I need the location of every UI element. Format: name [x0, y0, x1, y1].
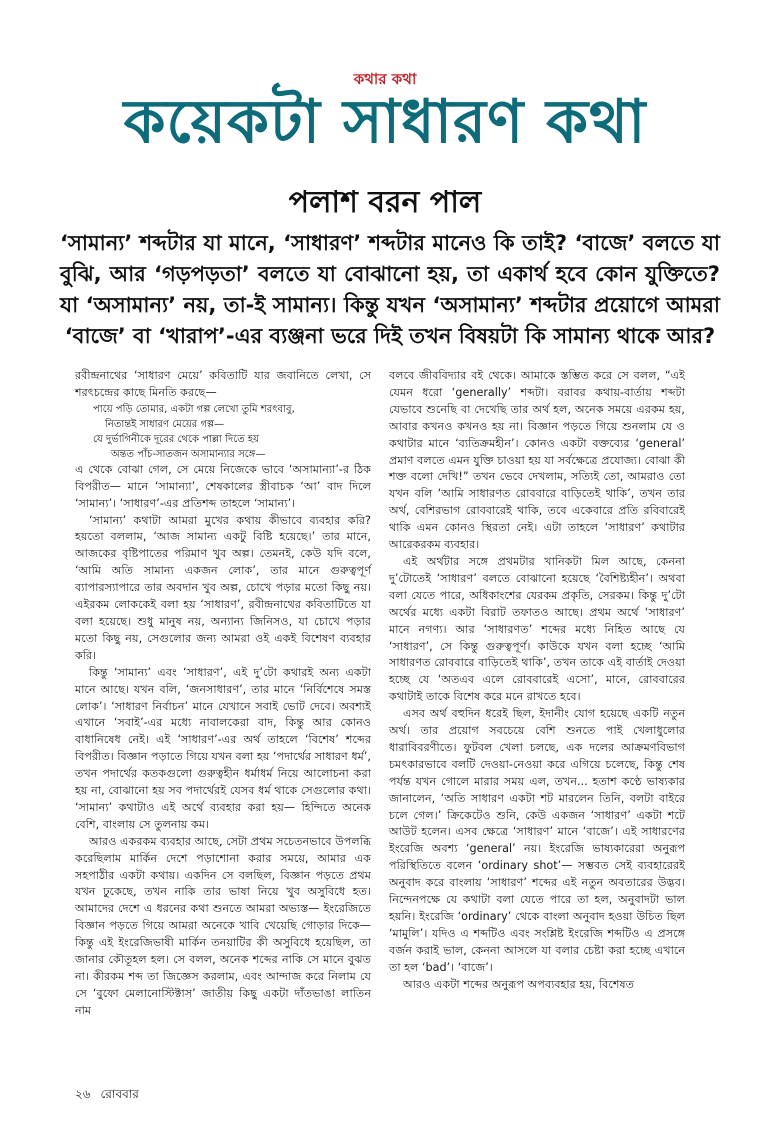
page-footer: [75, 1086, 139, 1106]
poem-line: যে দুর্ভাগিনীকে দূরের থেকে পাল্লা দিতে হয়: [93, 433, 260, 445]
paragraph: এ থেকে বোঝা গেল, সে মেয়ে নিজেকে ভাবে ‘অসামান্যা’-র ঠিক বিপরীত— মানে ‘সামান্যা’, শেষকালের স্ত্রীবাচক ‘আ’ বাদ দিলে ‘সামান্য’। ‘সাধারণ’-এর প্রতিশব্দ তাহলে ‘সামান্য’।: [75, 462, 371, 510]
author-name: পলাশ বরন পাল: [288, 185, 482, 220]
poem-line: অন্তত পাঁচ-সাতজন অসামান্যার সঙ্গে—: [111, 448, 266, 460]
paragraph: এই অর্থটার সঙ্গে প্রথমটার খানিকটা মিল আছে, কেননা দু’টোতেই ‘সাধারণ’ বলতে বোঝানো হয়েছে ‘বৈশিষ্ট্যহীন’। অথবা বলা যেতে পারে, অধিকাংশের যেরকম প্রকৃতি, সেরকম। কিন্তু দু’টো অর্থের মধ্যে একটা বিরাট তফাতও আছে। প্রথম অর্থে ‘সাধারণ’ মানে নগণ্য। আর ‘সাধারণত’ শব্দের মধ্যে নিহিত আছে যে ‘সাধারণ’, সে কিন্তু গুরুত্বপূর্ণ। কাউকে যখন বলা হচ্ছে ‘আমি সাধারণত রোববারে বাড়িতেই থাকি’, তখন তাকে এই বার্তাই দেওয়া হচ্ছে যে ‘অতএব এলে রোববারেই এসো’, মানে, রোববারের কথাটাই তাকে বিশেষ করে মনে রাখতে হবে।: [389, 554, 685, 704]
paragraph: রবীন্দ্রনাথের ‘সাধারণ মেয়ে’ কবিতাটি যার জবানিতে লেখা, সে শরৎচন্দ্রের কাছে মিনতি করছে—: [75, 369, 371, 399]
right-column: [389, 368, 685, 1020]
paragraph: আরও একরকম ব্যবহার আছে, সেটা প্রথম সচেতনভাবে উপলব্ধি করেছিলাম মার্কিন দেশে পড়াশোনা করার সময়ে, আমার এক সহপাঠীর একটা কথায়। একদিন সে বলছিল, বিজ্ঞান পড়তে প্রথম যখন ঢুকেছে, তখন নাকি তার ভাষা নিয়ে খুব অসুবিধে হত। আমাদের দেশে এ ধরনের কথা শুনতে আমরা অভ্যস্ত— ইংরেজিতে বিজ্ঞান পড়তে গিয়ে আমরা অনেকে খাবি খেয়েছি গোড়ার দিকে— কিন্তু এই ইংরেজিভাষী মার্কিন তনয়াটির কী অসুবিধে হয়েছিল, তা জানার কৌতূহল হল। সে বলল, অনেক শব্দের নাকি সে মানে বুঝত না। কীরকম শব্দ তা জিজ্ঞেস করলাম, এবং আন্দাজ করে নিলাম যে সে ‘বুফো মেলানোস্টিক্টাস’ জাতীয় কিছু একটা দাঁতভাঙা লাতিন নাম: [75, 834, 371, 1017]
publication-name: রোববার: [100, 1087, 139, 1101]
article-title: কয়েকটা সাধারণ কথা: [123, 87, 647, 157]
paragraph: কিন্তু ‘সামান্য’ এবং ‘সাধারণ’, এই দু’টো কথারই অন্য একটা মানে আছে। যখন বলি, ‘জনসাধারণ’, তার মানে ‘নির্বিশেষে সমস্ত লোক’। ‘সাধারণ নির্বাচন’ মানে যেখানে সবাই ভোট দেবে। অবশ্যই এখানে ‘সবাই’-এর মধ্যে নাবালকেরা বাদ, কিন্তু আর কোনও বাধানিষেধ নেই। এই ‘সাধারণ’-এর অর্থ তাহলে ‘বিশেষ’ শব্দের বিপরীত। বিজ্ঞান পড়াতে গিয়ে যখন বলা হয় ‘পদার্থের সাধারণ ধর্ম’, তখন পদার্থের কতকগুলো গুরুত্বহীন ধর্মাধর্ম নিয়ে আলোচনা করা হয় না, বোঝানো হয় সব পদার্থেরই যেসব ধর্ম থাকে সেগুলোর কথা। ‘সামান্য’ কথাটাও এই অর্থে ব্যবহার করা হয়— হিন্দিতে অনেক বেশি, বাংলায় সে তুলনায় কম।: [75, 665, 371, 831]
intro-standfirst: ‘সামান্য’ শব্দটার যা মানে, ‘সাধারণ’ শব্দটার মানেও কি তাই? ‘বাজে’ বলতে যা বুঝি, আর ‘গড়পড়তা’ বলতে যা বোঝানো হয়, তা একার্থ হবে কোন যুক্তিতে? যা ‘অসামান্য’ নয়, তা-ই সামান্য। কিন্তু যখন ‘অসামান্য’ শব্দটার প্রয়োগে আমরা ‘বাজে’ বা ‘খারাপ’-এর ব্যঞ্জনা ভরে দিই তখন বিষয়টা কি সামান্য থাকে আর?: [60, 231, 720, 348]
poem-quote: [75, 402, 371, 462]
paragraph: এসব অর্থ বহুদিন ধরেই ছিল, ইদানীং যোগ হয়েছে একটি নতুন অর্থ। তার প্রয়োগ সবচেয়ে বেশি শুনতে পাই খেলাধুলোর ধারাবিবরণীতে। ফুটবল খেলা চলছে, এক দলের আক্রমণবিভাগ চমৎকারভাবে বলটি দেওয়া-নেওয়া করে এগিয়ে চলেছে, কিন্তু শেষ পর্যন্ত যখন গোলে মারার সময় এল, তখন... হতাশ কণ্ঠে ভাষ্যকার জানালেন, ‘অতি সাধারণ একটা শট মারলেন তিনি, বলটা বাইরে চলে গেল।’ ক্রিকেটেও শুনি, কেউ একজন ‘সাধারণ’ একটা শটে আউট হলেন। এসব ক্ষেত্রে ‘সাধারণ’ মানে ‘বাজে’। এই সাধারণের ইংরেজি অবশ্য ‘general’ নয়। ইংরেজি ভাষ্যকারেরা অনুরূপ পরিস্থিতিতে বলেন ‘ordinary shot’— সম্ভবত সেই ব্যবহারেরই অনুবাদ করে বাংলায় ‘সাধারণ’ শব্দের এই নতুন অবতারের উদ্ভব। নিন্দেনপক্ষে যে কথাটা বলা যেতে পারে তা হল, অনুবাদটা ভাল হয়নি। ইংরেজি ‘ordinary’ থেকে বাংলা অনুবাদ হওয়া উচিত ছিল ‘মামুলি’। যদিও এ শব্দটিও এবং সংশ্লিষ্ট ইংরেজি শব্দটিও এ প্রসঙ্গে বর্জন করাই ভাল, কেননা আসলে যা বলার চেষ্টা করা হচ্ছে এখানে তা হল ‘bad’। ‘বাজে’।: [389, 707, 685, 974]
poem-line: পায়ে পড়ি তোমার, একটা গল্প লেখো তুমি শরৎবাবু,: [93, 403, 295, 415]
left-column: [75, 368, 371, 1020]
paragraph: বলবে জীববিদ্যার বই থেকে। আমাকে স্তম্ভিত করে সে বলল, “এই যেমন ধরো ‘generally’ শব্দটা। বরাবর কথায়-বার্তায় শব্দটা যেভাবে শুনেছি বা দেখেছি তার অর্থ হল, অনেক সময়ে এরকম হয়, আবার কখনও কখনও হয় না। বিজ্ঞান পড়তে গিয়ে শুনলাম যে ও কথাটার মানে ‘ব্যতিক্রমহীন’। কোনও একটা বক্তব্যের ‘general’ প্রমাণ বলতে এমন যুক্তি চাওয়া হয় যা সর্বক্ষেত্রে প্রযোজ্য। বোঝা কী শক্ত বলো দেখি!” তখন ভেবে দেখলাম, সত্যিই তো, আমরাও তো যখন বলি ‘আমি সাধারণত রোববারে বাড়িতেই থাকি’, তখন তার অর্থ, বেশিরভাগ রোববারেই থাকি, তবে একেবারে প্রতি রবিবারেই থাকি এমন কোনও স্থিরতা নেই। এটা তাহলে ‘সাধারণ’ কথাটার আরেকরকম ব্যবহার।: [389, 369, 685, 552]
article-body: [75, 368, 685, 1020]
paragraph: আরও একটা শব্দের অনুরূপ অপব্যবহার হয়, বিশেষত: [403, 977, 635, 991]
page-number: ২৬: [75, 1087, 91, 1101]
section-label: কথার কথা: [353, 70, 417, 88]
poem-line: নিতান্তই সাধারণ মেয়ের গল্প—: [105, 418, 225, 430]
paragraph: ‘সামান্য’ কথাটা আমরা মুখের কথায় কীভাবে ব্যবহার করি? হয়তো বললাম, ‘আজ সামান্য একটু বিষ্টি হয়েছে।’ তার মানে, আজকের বৃষ্টিপাতের পরিমাণ খুব অল্প। তেমনই, কেউ যদি বলে, ‘আমি অতি সামান্য একজন লোক’, তার মানে গুরুত্বপূর্ণ ব্যাপারস্যাপারে তার অবদান খুব অল্প, চোখে পড়ার মতো কিছু নয়। এইরকম লোককেই বলা হয় ‘সাধারণ’, রবীন্দ্রনাথের কবিতাটিতে যা বলা হয়েছে। শুধু মানুষ নয়, অন্যান্য জিনিসও, যা চোখে পড়ার মতো কিছু নয়, সেগুলোর জন্য আমরা ওই একই বিশেষণ ব্যবহার করি।: [75, 513, 371, 662]
